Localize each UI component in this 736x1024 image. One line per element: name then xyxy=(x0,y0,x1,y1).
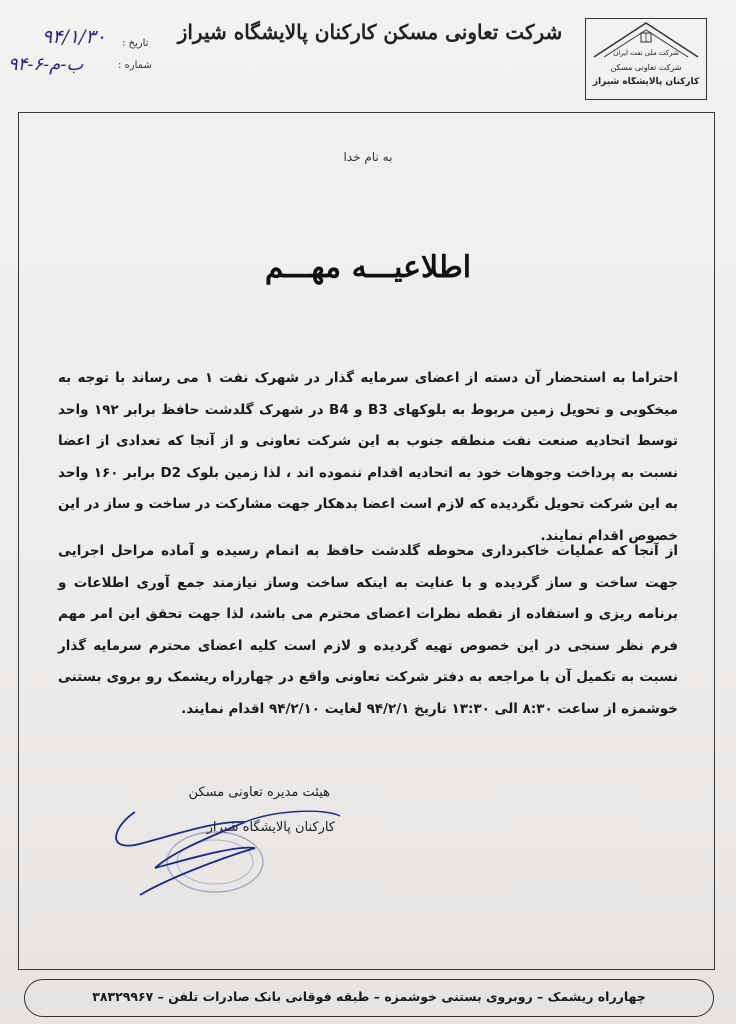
footer-address: چهارراه ریشمک – روبروی بستنی خوشمزه – طبقه فوقانی بانک صادرات تلفن – ۳۸۳۲۹۹۶۷ xyxy=(92,989,646,1004)
paragraph-2: از آنجا که عملیات خاکبرداری محوطه گلدشت حافظ به اتمام رسیده و آماده مراحل اجرایی جهت ساخت و ساز گردیده و با عنایت به اینکه ساخت وساز نیازمند جمع آوری اطلاعات و برنامه ریزی و استفاده از نقطه نظرات اعضای محترم می باشد، لذا جهت تحقق این امر مهم فرم نظر سنجی در این خصوص تهیه گردیده و لازم است کلیه اعضای محترم سرمایه گذار نسبت به تکمیل آن با مراجعه به دفتر شرکت تعاونی واقع در چهارراه ریشمک رو بروی بستنی خوشمزه از ساعت ۸:۳۰ الی ۱۳:۳۰ تاریخ ۹۴/۲/۱ لغایت ۹۴/۲/۱۰ اقدام نمایند. xyxy=(58,543,678,717)
date-label: تاریخ : xyxy=(122,38,149,49)
handwritten-number: ۹۴-۶-ب-م xyxy=(8,54,84,75)
footer-address-bar xyxy=(24,979,714,1017)
company-name-heading: شرکت تعاونی مسکن کارکنان پالایشگاه شیراز xyxy=(177,20,563,44)
logo-text-line3: کارکنان پالایشگاه شیراز xyxy=(592,77,700,87)
notice-title: اطلاعیـــه مهـــم xyxy=(264,250,472,285)
handwritten-date: ۹۴/۱/۳۰ xyxy=(42,26,106,48)
signature-line-1: هیئت مدیره تعاونی مسکن xyxy=(188,785,330,800)
signature-and-stamp xyxy=(95,790,355,910)
number-label: شماره : xyxy=(118,60,152,71)
paragraph-1: احتراما به استحضار آن دسته از اعضای سرمایه گذار در شهرک نفت ۱ می رساند با توجه به میخکوبی و تحویل زمین مربوط به بلوکهای B3 و B4 در شهرک گلدشت حافظ برابر ۱۹۲ واحد توسط اتحادیه صنعت نفت منطقه جنوب به این شرکت تعاونی و از آنجا که تعدادی از اعضا نسبت به پرداخت وجوهات خود به اتحادیه اقدام ننموده اند ، لذا زمین بلوک D2 برابر ۱۶۰ واحد به این شرکت تحویل نگردیده که لازم است اعضا بدهکار جهت مشارکت در ساخت و ساز در این خصوص اقدام نمایند. xyxy=(58,370,678,544)
logo-text-line2: شرکت تعاونی مسکن xyxy=(610,63,682,72)
logo-text-line1: شرکت ملی نفت ایران xyxy=(613,49,679,57)
basmala: به نام خدا xyxy=(343,150,393,164)
company-logo xyxy=(585,18,707,100)
signature-line-2: کارکنان پالایشگاه شیراز xyxy=(206,820,335,835)
